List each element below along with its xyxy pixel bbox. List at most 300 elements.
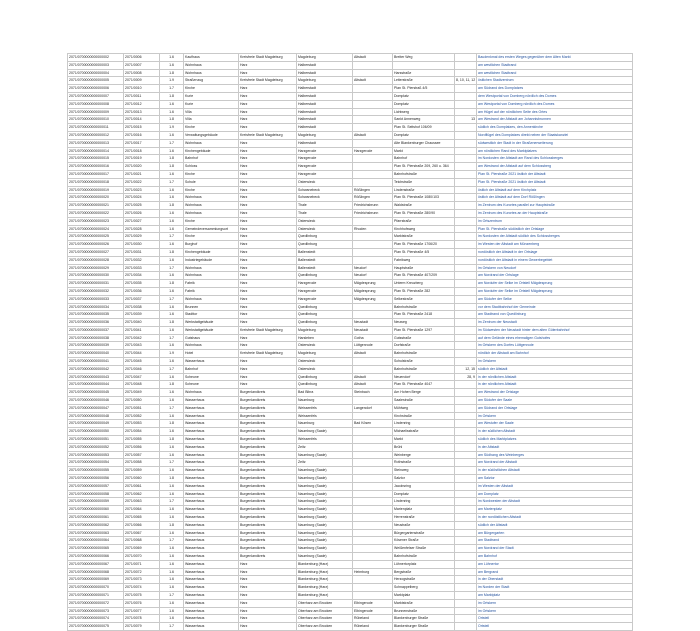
table-row[interactable] <box>68 514 633 522</box>
district-cell[interactable]: Kurie <box>184 100 239 108</box>
area-cell[interactable] <box>353 178 393 186</box>
table-row[interactable] <box>68 77 633 85</box>
description-cell[interactable]: Plan St. Pierstraße 2021 östlich der Altstadt <box>477 170 633 178</box>
number-cell[interactable] <box>455 358 477 366</box>
number-cell[interactable] <box>455 178 477 186</box>
table-row[interactable] <box>68 248 633 256</box>
locality-cell[interactable]: Naumburg (Saale) <box>297 506 353 514</box>
code-cell[interactable]: 2071/0058 <box>124 459 160 467</box>
id-cell[interactable]: 2071/0700000000000003 <box>68 61 124 69</box>
number-cell[interactable] <box>455 147 477 155</box>
number-cell[interactable] <box>455 241 477 249</box>
area-cell[interactable]: Neudorf <box>353 272 393 280</box>
code-cell[interactable]: 2071/0015 <box>124 124 160 132</box>
district-cell[interactable]: Straßenzug <box>184 77 239 85</box>
id-cell[interactable]: 2071/0700000000000017 <box>68 170 124 178</box>
number-cell[interactable] <box>455 155 477 163</box>
type-cell[interactable]: 1.9 <box>160 77 184 85</box>
type-cell[interactable]: 1.8 <box>160 202 184 210</box>
table-row[interactable] <box>68 287 633 295</box>
code-cell[interactable]: 2071/0012 <box>124 100 160 108</box>
code-cell[interactable]: 2071/0059 <box>124 467 160 475</box>
code-cell[interactable]: 2071/0035 <box>124 280 160 288</box>
locality-cell[interactable]: Halberstadt <box>297 139 353 147</box>
description-cell[interactable]: im Südwesten der Neustadt hinter dem alten Güterbahnhof <box>477 326 633 334</box>
id-cell[interactable]: 2071/0700000000000050 <box>68 428 124 436</box>
municipality-cell[interactable]: Harz <box>239 92 297 100</box>
area-cell[interactable]: Rößlingen <box>353 186 393 194</box>
municipality-cell[interactable]: Harz <box>239 381 297 389</box>
number-cell[interactable] <box>455 287 477 295</box>
number-cell[interactable] <box>455 54 477 62</box>
description-cell[interactable]: am westlichen Stadtrand <box>477 61 633 69</box>
municipality-cell[interactable]: Harz <box>239 124 297 132</box>
locality-cell[interactable]: Naumburg (Saale) <box>297 537 353 545</box>
id-cell[interactable]: 2071/0700000000000066 <box>68 553 124 561</box>
street-cell[interactable]: Schulstraße <box>393 358 455 366</box>
id-cell[interactable]: 2071/0700000000000026 <box>68 241 124 249</box>
locality-cell[interactable]: Oberharz am Brocken <box>297 615 353 623</box>
street-cell[interactable]: Bahnhofstraße <box>393 365 455 373</box>
description-cell[interactable]: dem Westportal von Domberg nördlich des Domes <box>477 92 633 100</box>
number-cell[interactable] <box>455 194 477 202</box>
district-cell[interactable]: Wasserhaus <box>184 529 239 537</box>
locality-cell[interactable]: Quedlinburg <box>297 241 353 249</box>
code-cell[interactable]: 2071/0008 <box>124 69 160 77</box>
locality-cell[interactable]: Blankenburg (Harz) <box>297 584 353 592</box>
id-cell[interactable]: 2071/0700000000000049 <box>68 420 124 428</box>
number-cell[interactable] <box>455 131 477 139</box>
type-cell[interactable]: 1.7 <box>160 264 184 272</box>
street-cell[interactable]: Plan St. Pierstraße 280/90 <box>393 209 455 217</box>
municipality-cell[interactable]: Harz <box>239 319 297 327</box>
code-cell[interactable]: 2071/0052 <box>124 412 160 420</box>
street-cell[interactable]: Waldstraße <box>393 202 455 210</box>
code-cell[interactable]: 2071/0054 <box>124 428 160 436</box>
locality-cell[interactable]: Naumburg <box>297 420 353 428</box>
code-cell[interactable]: 2071/0013 <box>124 108 160 116</box>
type-cell[interactable]: 1.7 <box>160 334 184 342</box>
district-cell[interactable]: Werkstattgebäude <box>184 326 239 334</box>
municipality-cell[interactable]: Harz <box>239 623 297 631</box>
area-cell[interactable] <box>353 217 393 225</box>
description-cell[interactable]: Baudenkmal des ersten Weges gegenüber dem Alten Markt <box>477 54 633 62</box>
id-cell[interactable]: 2071/0700000000000012 <box>68 131 124 139</box>
locality-cell[interactable]: Harzgerode <box>297 163 353 171</box>
code-cell[interactable]: 2071/0047 <box>124 373 160 381</box>
code-cell[interactable]: 2071/0055 <box>124 436 160 444</box>
id-cell[interactable]: 2071/0700000000000009 <box>68 108 124 116</box>
locality-cell[interactable]: Osterwieck <box>297 178 353 186</box>
code-cell[interactable]: 2071/0025 <box>124 202 160 210</box>
municipality-cell[interactable]: Burgenlandkreis <box>239 467 297 475</box>
street-cell[interactable]: Jacobsring <box>393 482 455 490</box>
municipality-cell[interactable]: Harz <box>239 116 297 124</box>
district-cell[interactable]: Kirche <box>184 124 239 132</box>
area-cell[interactable]: Heimburg <box>353 568 393 576</box>
id-cell[interactable]: 2071/0700000000000025 <box>68 233 124 241</box>
municipality-cell[interactable]: Harz <box>239 599 297 607</box>
code-cell[interactable]: 2071/0021 <box>124 170 160 178</box>
id-cell[interactable]: 2071/0700000000000019 <box>68 186 124 194</box>
description-cell[interactable]: nordöstlich der Altstadt in der Ortslage <box>477 248 633 256</box>
area-cell[interactable]: Rhoden <box>353 225 393 233</box>
code-cell[interactable]: 2071/0017 <box>124 139 160 147</box>
district-cell[interactable]: Brunnen <box>184 303 239 311</box>
code-cell[interactable]: 2071/0076 <box>124 599 160 607</box>
description-cell[interactable]: am Südrand des Domplatzes <box>477 85 633 93</box>
street-cell[interactable]: Salztor <box>393 475 455 483</box>
table-row[interactable] <box>68 280 633 288</box>
id-cell[interactable]: 2071/0700000000000034 <box>68 303 124 311</box>
description-cell[interactable]: im Nordwesten der Altstadt <box>477 498 633 506</box>
street-cell[interactable]: Leiterstraße <box>393 77 455 85</box>
description-cell[interactable]: im Zentrum des Kurortes parallel zur Hauptstraße <box>477 202 633 210</box>
street-cell[interactable]: Lühnertorplatz <box>393 560 455 568</box>
code-cell[interactable]: 2071/0036 <box>124 287 160 295</box>
district-cell[interactable]: Wasserhaus <box>184 560 239 568</box>
number-cell[interactable] <box>455 451 477 459</box>
street-cell[interactable]: Lindenstraße <box>393 186 455 194</box>
id-cell[interactable]: 2071/0700000000000027 <box>68 248 124 256</box>
district-cell[interactable]: Wasserhaus <box>184 514 239 522</box>
type-cell[interactable]: 1.6 <box>160 584 184 592</box>
locality-cell[interactable]: Harzgerode <box>297 280 353 288</box>
area-cell[interactable] <box>353 537 393 545</box>
table-row[interactable] <box>68 256 633 264</box>
description-cell[interactable]: im Ortskern <box>477 607 633 615</box>
type-cell[interactable]: 1.6 <box>160 467 184 475</box>
code-cell[interactable]: 2071/0049 <box>124 389 160 397</box>
description-cell[interactable]: am Nordrand der Altstadt <box>477 459 633 467</box>
locality-cell[interactable]: Naumburg (Saale) <box>297 521 353 529</box>
municipality-cell[interactable]: Burgenlandkreis <box>239 451 297 459</box>
type-cell[interactable]: 1.6 <box>160 443 184 451</box>
id-cell[interactable]: 2071/0700000000000072 <box>68 599 124 607</box>
locality-cell[interactable]: Weissenfels <box>297 436 353 444</box>
table-row[interactable] <box>68 61 633 69</box>
locality-cell[interactable]: Zeitz <box>297 459 353 467</box>
street-cell[interactable]: Plan St. Pierstraße 282 <box>393 287 455 295</box>
street-cell[interactable]: Dorfstraße <box>393 342 455 350</box>
locality-cell[interactable]: Harzgerode <box>297 147 353 155</box>
table-row[interactable] <box>68 560 633 568</box>
municipality-cell[interactable]: Harz <box>239 591 297 599</box>
id-cell[interactable]: 2071/0700000000000047 <box>68 404 124 412</box>
municipality-cell[interactable]: Burgenlandkreis <box>239 412 297 420</box>
district-cell[interactable]: Schule <box>184 178 239 186</box>
type-cell[interactable]: 1.6 <box>160 225 184 233</box>
table-row[interactable] <box>68 459 633 467</box>
district-cell[interactable]: Hotel <box>184 350 239 358</box>
id-cell[interactable]: 2071/0700000000000030 <box>68 272 124 280</box>
area-cell[interactable]: Elbingerode <box>353 599 393 607</box>
area-cell[interactable] <box>353 467 393 475</box>
number-cell[interactable] <box>455 560 477 568</box>
number-cell[interactable] <box>455 537 477 545</box>
number-cell[interactable] <box>455 61 477 69</box>
locality-cell[interactable]: Naumburg (Saale) <box>297 467 353 475</box>
id-cell[interactable]: 2071/0700000000000052 <box>68 443 124 451</box>
table-row[interactable] <box>68 599 633 607</box>
street-cell[interactable]: Am Hohen Berge <box>393 389 455 397</box>
street-cell[interactable]: Plan St. Pierstraße 1706/20 <box>393 241 455 249</box>
municipality-cell[interactable]: Burgenlandkreis <box>239 475 297 483</box>
number-cell[interactable] <box>455 381 477 389</box>
type-cell[interactable]: 1.6 <box>160 256 184 264</box>
area-cell[interactable]: Mägdesprung <box>353 295 393 303</box>
number-cell[interactable] <box>455 163 477 171</box>
code-cell[interactable]: 2071/0068 <box>124 537 160 545</box>
id-cell[interactable]: 2071/0700000000000020 <box>68 194 124 202</box>
id-cell[interactable]: 2071/0700000000000015 <box>68 155 124 163</box>
table-row[interactable] <box>68 584 633 592</box>
number-cell[interactable] <box>455 584 477 592</box>
area-cell[interactable] <box>353 303 393 311</box>
table-row[interactable] <box>68 139 633 147</box>
code-cell[interactable]: 2071/0071 <box>124 560 160 568</box>
number-cell[interactable] <box>455 498 477 506</box>
id-cell[interactable]: 2071/0700000000000039 <box>68 342 124 350</box>
description-cell[interactable]: im Ortskern <box>477 599 633 607</box>
description-cell[interactable]: in der südöstlichen Altstadt <box>477 467 633 475</box>
area-cell[interactable] <box>353 521 393 529</box>
code-cell[interactable]: 2071/0074 <box>124 584 160 592</box>
id-cell[interactable]: 2071/0700000000000071 <box>68 591 124 599</box>
number-cell[interactable] <box>455 529 477 537</box>
type-cell[interactable]: 1.7 <box>160 459 184 467</box>
id-cell[interactable]: 2071/0700000000000011 <box>68 124 124 132</box>
locality-cell[interactable]: Quedlinburg <box>297 233 353 241</box>
type-cell[interactable]: 1.6 <box>160 217 184 225</box>
type-cell[interactable]: 1.8 <box>160 420 184 428</box>
area-cell[interactable] <box>353 139 393 147</box>
type-cell[interactable]: 1.8 <box>160 248 184 256</box>
locality-cell[interactable]: Blankenburg (Harz) <box>297 560 353 568</box>
table-row[interactable] <box>68 54 633 62</box>
street-cell[interactable]: Blankenburger Straße <box>393 615 455 623</box>
area-cell[interactable] <box>353 92 393 100</box>
area-cell[interactable]: Langendorf <box>353 404 393 412</box>
id-cell[interactable]: 2071/0700000000000057 <box>68 482 124 490</box>
municipality-cell[interactable]: Harz <box>239 139 297 147</box>
table-row[interactable] <box>68 428 633 436</box>
district-cell[interactable]: Wasserhaus <box>184 475 239 483</box>
id-cell[interactable]: 2071/0700000000000054 <box>68 459 124 467</box>
table-row[interactable] <box>68 100 633 108</box>
locality-cell[interactable]: Quedlinburg <box>297 272 353 280</box>
number-cell[interactable] <box>455 412 477 420</box>
description-cell[interactable]: am Nordufer der Selke im Ortsteil Mägdesprung <box>477 287 633 295</box>
street-cell[interactable]: Pfarrstraße <box>393 217 455 225</box>
district-cell[interactable]: Wasserhaus <box>184 428 239 436</box>
type-cell[interactable]: 1.6 <box>160 194 184 202</box>
municipality-cell[interactable]: Harz <box>239 155 297 163</box>
locality-cell[interactable]: Quedlinburg <box>297 311 353 319</box>
locality-cell[interactable]: Ballenstedt <box>297 248 353 256</box>
street-cell[interactable]: Schnappelberg <box>393 584 455 592</box>
table-row[interactable] <box>68 529 633 537</box>
district-cell[interactable]: Kirche <box>184 186 239 194</box>
description-cell[interactable]: in der nordöstlichen Altstadt <box>477 514 633 522</box>
municipality-cell[interactable]: Harz <box>239 334 297 342</box>
area-cell[interactable]: Steinbach <box>353 389 393 397</box>
type-cell[interactable]: 1.6 <box>160 186 184 194</box>
code-cell[interactable]: 2071/0064 <box>124 506 160 514</box>
description-cell[interactable]: Plan St. Pierstraße südöstlich der Ortslage <box>477 225 633 233</box>
number-cell[interactable] <box>455 428 477 436</box>
street-cell[interactable]: Herrenstraße <box>393 514 455 522</box>
type-cell[interactable]: 1.6 <box>160 326 184 334</box>
description-cell[interactable]: im Ortskern <box>477 358 633 366</box>
code-cell[interactable]: 2071/0050 <box>124 397 160 405</box>
locality-cell[interactable]: Harzgerode <box>297 287 353 295</box>
number-cell[interactable] <box>455 311 477 319</box>
district-cell[interactable]: Wohnhaus <box>184 295 239 303</box>
street-cell[interactable]: Markt <box>393 147 455 155</box>
locality-cell[interactable]: Halberstadt <box>297 108 353 116</box>
area-cell[interactable]: Altstadt <box>353 77 393 85</box>
description-cell[interactable]: südwestlich der Stadt in der Straßenerweiterung <box>477 139 633 147</box>
street-cell[interactable]: Alte Blankenburger Chaussee <box>393 139 455 147</box>
district-cell[interactable]: Villa <box>184 108 239 116</box>
code-cell[interactable]: 2071/0060 <box>124 475 160 483</box>
area-cell[interactable]: Mägdesprung <box>353 287 393 295</box>
table-row[interactable] <box>68 467 633 475</box>
locality-cell[interactable]: Schwanebeck <box>297 194 353 202</box>
description-cell[interactable]: am Stadtrand <box>477 537 633 545</box>
number-cell[interactable] <box>455 350 477 358</box>
area-cell[interactable]: Harzgerode <box>353 147 393 155</box>
district-cell[interactable]: Wasserhaus <box>184 404 239 412</box>
type-cell[interactable]: 1.8 <box>160 319 184 327</box>
locality-cell[interactable]: Halberstadt <box>297 69 353 77</box>
code-cell[interactable]: 2071/0020 <box>124 163 160 171</box>
table-row[interactable] <box>68 350 633 358</box>
type-cell[interactable]: 1.8 <box>160 92 184 100</box>
locality-cell[interactable]: Osterwieck <box>297 342 353 350</box>
municipality-cell[interactable]: Kreisfreie Stadt Magdeburg <box>239 326 297 334</box>
id-cell[interactable]: 2071/0700000000000013 <box>68 139 124 147</box>
locality-cell[interactable]: Halberstadt <box>297 92 353 100</box>
code-cell[interactable]: 2071/0032 <box>124 256 160 264</box>
district-cell[interactable]: Scheune <box>184 381 239 389</box>
street-cell[interactable]: Lindenring <box>393 498 455 506</box>
area-cell[interactable]: Friedrichsbrunn <box>353 202 393 210</box>
code-cell[interactable]: 2071/0066 <box>124 521 160 529</box>
table-row[interactable] <box>68 389 633 397</box>
locality-cell[interactable]: Osterwieck <box>297 365 353 373</box>
table-row[interactable] <box>68 209 633 217</box>
number-cell[interactable] <box>455 420 477 428</box>
code-cell[interactable]: 2071/0057 <box>124 451 160 459</box>
type-cell[interactable]: 1.8 <box>160 163 184 171</box>
municipality-cell[interactable]: Harz <box>239 147 297 155</box>
area-cell[interactable] <box>353 451 393 459</box>
area-cell[interactable] <box>353 482 393 490</box>
type-cell[interactable]: 1.6 <box>160 607 184 615</box>
type-cell[interactable]: 1.6 <box>160 553 184 561</box>
code-cell[interactable]: 2071/0027 <box>124 217 160 225</box>
type-cell[interactable]: 1.7 <box>160 623 184 631</box>
number-cell[interactable] <box>455 124 477 132</box>
number-cell[interactable] <box>455 264 477 272</box>
municipality-cell[interactable]: Burgenlandkreis <box>239 404 297 412</box>
code-cell[interactable]: 2071/0067 <box>124 529 160 537</box>
type-cell[interactable]: 1.6 <box>160 287 184 295</box>
area-cell[interactable] <box>353 553 393 561</box>
code-cell[interactable]: 2071/0077 <box>124 607 160 615</box>
number-cell[interactable] <box>455 506 477 514</box>
type-cell[interactable]: 1.6 <box>160 490 184 498</box>
street-cell[interactable]: Gutsstraße <box>393 334 455 342</box>
municipality-cell[interactable]: Harz <box>239 163 297 171</box>
description-cell[interactable]: am Stadtrand von Quedlinburg <box>477 311 633 319</box>
municipality-cell[interactable]: Burgenlandkreis <box>239 529 297 537</box>
number-cell[interactable] <box>455 615 477 623</box>
description-cell[interactable]: im Nordosten der Altstadt südlich des Schlossberges <box>477 233 633 241</box>
district-cell[interactable]: Wohnhaus <box>184 61 239 69</box>
area-cell[interactable]: Neustadt <box>353 319 393 327</box>
number-cell[interactable] <box>455 139 477 147</box>
municipality-cell[interactable]: Harz <box>239 560 297 568</box>
district-cell[interactable]: Wohnhaus <box>184 69 239 77</box>
code-cell[interactable]: 2071/0014 <box>124 116 160 124</box>
table-row[interactable] <box>68 163 633 171</box>
locality-cell[interactable]: Harzgerode <box>297 170 353 178</box>
locality-cell[interactable]: Naumburg (Saale) <box>297 475 353 483</box>
street-cell[interactable]: Lindenring <box>393 420 455 428</box>
district-cell[interactable]: Wohnhaus <box>184 389 239 397</box>
table-row[interactable] <box>68 85 633 93</box>
table-row[interactable] <box>68 545 633 553</box>
municipality-cell[interactable]: Burgenlandkreis <box>239 490 297 498</box>
type-cell[interactable]: 1.6 <box>160 303 184 311</box>
id-cell[interactable]: 2071/0700000000000053 <box>68 451 124 459</box>
type-cell[interactable]: 1.8 <box>160 280 184 288</box>
table-row[interactable] <box>68 490 633 498</box>
municipality-cell[interactable]: Harz <box>239 576 297 584</box>
description-cell[interactable]: am nördlichen Rand des Marktplatzes <box>477 147 633 155</box>
number-cell[interactable] <box>455 553 477 561</box>
table-row[interactable] <box>68 108 633 116</box>
municipality-cell[interactable]: Harz <box>239 295 297 303</box>
street-cell[interactable]: Kösener Straße <box>393 537 455 545</box>
id-cell[interactable]: 2071/0700000000000056 <box>68 475 124 483</box>
area-cell[interactable] <box>353 560 393 568</box>
id-cell[interactable]: 2071/0700000000000028 <box>68 256 124 264</box>
area-cell[interactable] <box>353 85 393 93</box>
type-cell[interactable]: 1.6 <box>160 272 184 280</box>
code-cell[interactable]: 2071/0019 <box>124 155 160 163</box>
id-cell[interactable]: 2071/0700000000000069 <box>68 576 124 584</box>
description-cell[interactable]: südlich des Marktplatzes <box>477 436 633 444</box>
municipality-cell[interactable]: Kreisfreie Stadt Magdeburg <box>239 131 297 139</box>
type-cell[interactable]: 1.6 <box>160 241 184 249</box>
area-cell[interactable] <box>353 475 393 483</box>
type-cell[interactable]: 1.6 <box>160 61 184 69</box>
municipality-cell[interactable]: Harz <box>239 108 297 116</box>
type-cell[interactable]: 1.6 <box>160 560 184 568</box>
locality-cell[interactable]: Naumburg (Saale) <box>297 553 353 561</box>
number-cell[interactable] <box>455 256 477 264</box>
area-cell[interactable] <box>353 584 393 592</box>
area-cell[interactable]: Neudorf <box>353 264 393 272</box>
area-cell[interactable]: Gotha <box>353 334 393 342</box>
district-cell[interactable]: Wasserhaus <box>184 397 239 405</box>
street-cell[interactable]: Marktplatz <box>393 591 455 599</box>
street-cell[interactable]: Bahnhofstraße <box>393 350 455 358</box>
